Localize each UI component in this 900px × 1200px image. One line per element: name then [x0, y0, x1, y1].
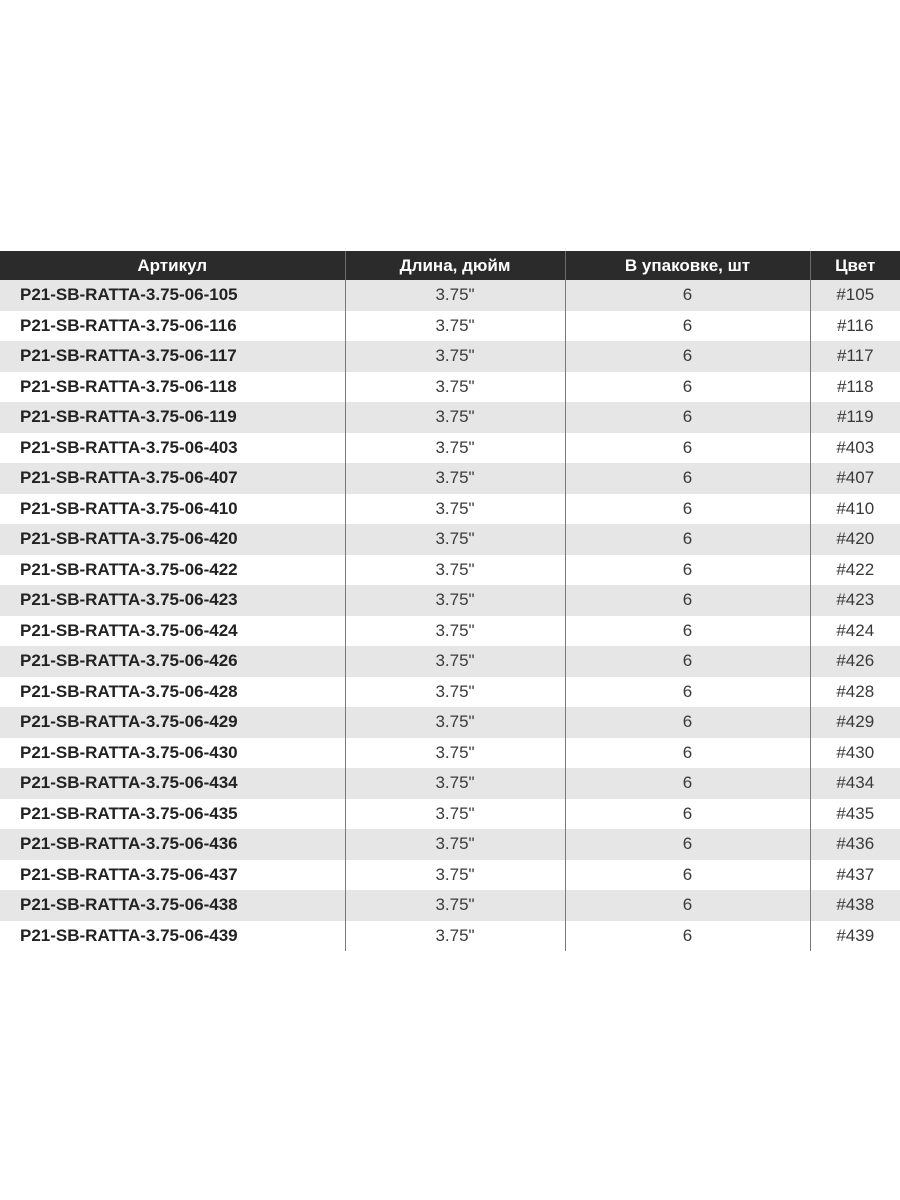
- header-color: Цвет: [810, 251, 900, 280]
- article-cell: P21-SB-RATTA-3.75-06-424: [0, 616, 345, 647]
- article-cell: P21-SB-RATTA-3.75-06-436: [0, 829, 345, 860]
- length-cell: 3.75": [345, 372, 565, 403]
- article-cell: P21-SB-RATTA-3.75-06-118: [0, 372, 345, 403]
- pack-quantity-cell: 6: [565, 402, 810, 433]
- length-cell: 3.75": [345, 738, 565, 769]
- color-cell: #438: [810, 890, 900, 921]
- length-cell: 3.75": [345, 280, 565, 311]
- length-cell: 3.75": [345, 463, 565, 494]
- color-cell: #426: [810, 646, 900, 677]
- article-cell: P21-SB-RATTA-3.75-06-423: [0, 585, 345, 616]
- table-row: [0, 707, 900, 738]
- color-cell: #439: [810, 921, 900, 952]
- header-row: [0, 251, 900, 280]
- table-row: [0, 860, 900, 891]
- table-header: [0, 251, 900, 280]
- length-cell: 3.75": [345, 707, 565, 738]
- table-row: [0, 555, 900, 586]
- table-row: [0, 890, 900, 921]
- table-row: [0, 372, 900, 403]
- article-cell: P21-SB-RATTA-3.75-06-429: [0, 707, 345, 738]
- article-cell: P21-SB-RATTA-3.75-06-430: [0, 738, 345, 769]
- header-article: Артикул: [0, 251, 345, 280]
- color-cell: #403: [810, 433, 900, 464]
- pack-quantity-cell: 6: [565, 646, 810, 677]
- color-cell: #429: [810, 707, 900, 738]
- color-cell: #423: [810, 585, 900, 616]
- color-cell: #105: [810, 280, 900, 311]
- length-cell: 3.75": [345, 768, 565, 799]
- pack-quantity-cell: 6: [565, 585, 810, 616]
- table-row: [0, 463, 900, 494]
- article-cell: P21-SB-RATTA-3.75-06-410: [0, 494, 345, 525]
- pack-quantity-cell: 6: [565, 372, 810, 403]
- pack-quantity-cell: 6: [565, 890, 810, 921]
- table-row: [0, 829, 900, 860]
- length-cell: 3.75": [345, 555, 565, 586]
- pack-quantity-cell: 6: [565, 707, 810, 738]
- length-cell: 3.75": [345, 646, 565, 677]
- color-cell: #407: [810, 463, 900, 494]
- color-cell: #117: [810, 341, 900, 372]
- article-cell: P21-SB-RATTA-3.75-06-434: [0, 768, 345, 799]
- length-cell: 3.75": [345, 311, 565, 342]
- pack-quantity-cell: 6: [565, 433, 810, 464]
- color-cell: #118: [810, 372, 900, 403]
- article-cell: P21-SB-RATTA-3.75-06-438: [0, 890, 345, 921]
- table-row: [0, 768, 900, 799]
- length-cell: 3.75": [345, 677, 565, 708]
- product-spec-table: [0, 251, 900, 951]
- pack-quantity-cell: 6: [565, 799, 810, 830]
- length-cell: 3.75": [345, 494, 565, 525]
- pack-quantity-cell: 6: [565, 738, 810, 769]
- pack-quantity-cell: 6: [565, 860, 810, 891]
- header-length: Длина, дюйм: [345, 251, 565, 280]
- pack-quantity-cell: 6: [565, 524, 810, 555]
- length-cell: 3.75": [345, 433, 565, 464]
- pack-quantity-cell: 6: [565, 921, 810, 952]
- color-cell: #428: [810, 677, 900, 708]
- color-cell: #430: [810, 738, 900, 769]
- table-row: [0, 738, 900, 769]
- color-cell: #420: [810, 524, 900, 555]
- table-row: [0, 616, 900, 647]
- table-row: [0, 311, 900, 342]
- table-row: [0, 799, 900, 830]
- article-cell: P21-SB-RATTA-3.75-06-437: [0, 860, 345, 891]
- color-cell: #424: [810, 616, 900, 647]
- article-cell: P21-SB-RATTA-3.75-06-407: [0, 463, 345, 494]
- article-cell: P21-SB-RATTA-3.75-06-119: [0, 402, 345, 433]
- pack-quantity-cell: 6: [565, 341, 810, 372]
- length-cell: 3.75": [345, 341, 565, 372]
- pack-quantity-cell: 6: [565, 616, 810, 647]
- article-cell: P21-SB-RATTA-3.75-06-439: [0, 921, 345, 952]
- color-cell: #436: [810, 829, 900, 860]
- pack-quantity-cell: 6: [565, 463, 810, 494]
- table-row: [0, 585, 900, 616]
- color-cell: #435: [810, 799, 900, 830]
- article-cell: P21-SB-RATTA-3.75-06-420: [0, 524, 345, 555]
- length-cell: 3.75": [345, 890, 565, 921]
- table-row: [0, 646, 900, 677]
- pack-quantity-cell: 6: [565, 555, 810, 586]
- pack-quantity-cell: 6: [565, 494, 810, 525]
- length-cell: 3.75": [345, 616, 565, 647]
- article-cell: P21-SB-RATTA-3.75-06-116: [0, 311, 345, 342]
- color-cell: #434: [810, 768, 900, 799]
- table-row: [0, 280, 900, 311]
- pack-quantity-cell: 6: [565, 829, 810, 860]
- article-cell: P21-SB-RATTA-3.75-06-403: [0, 433, 345, 464]
- pack-quantity-cell: 6: [565, 280, 810, 311]
- table-row: [0, 494, 900, 525]
- table-row: [0, 433, 900, 464]
- pack-quantity-cell: 6: [565, 677, 810, 708]
- header-pack-quantity: В упаковке, шт: [565, 251, 810, 280]
- color-cell: #116: [810, 311, 900, 342]
- article-cell: P21-SB-RATTA-3.75-06-426: [0, 646, 345, 677]
- table-row: [0, 921, 900, 952]
- table-body: [0, 280, 900, 951]
- pack-quantity-cell: 6: [565, 311, 810, 342]
- table-row: [0, 402, 900, 433]
- table-row: [0, 341, 900, 372]
- color-cell: #422: [810, 555, 900, 586]
- table-row: [0, 524, 900, 555]
- article-cell: P21-SB-RATTA-3.75-06-435: [0, 799, 345, 830]
- article-cell: P21-SB-RATTA-3.75-06-117: [0, 341, 345, 372]
- length-cell: 3.75": [345, 402, 565, 433]
- table-row: [0, 677, 900, 708]
- color-cell: #437: [810, 860, 900, 891]
- length-cell: 3.75": [345, 829, 565, 860]
- length-cell: 3.75": [345, 524, 565, 555]
- length-cell: 3.75": [345, 585, 565, 616]
- color-cell: #119: [810, 402, 900, 433]
- length-cell: 3.75": [345, 921, 565, 952]
- article-cell: P21-SB-RATTA-3.75-06-428: [0, 677, 345, 708]
- length-cell: 3.75": [345, 860, 565, 891]
- color-cell: #410: [810, 494, 900, 525]
- article-cell: P21-SB-RATTA-3.75-06-422: [0, 555, 345, 586]
- pack-quantity-cell: 6: [565, 768, 810, 799]
- article-cell: P21-SB-RATTA-3.75-06-105: [0, 280, 345, 311]
- length-cell: 3.75": [345, 799, 565, 830]
